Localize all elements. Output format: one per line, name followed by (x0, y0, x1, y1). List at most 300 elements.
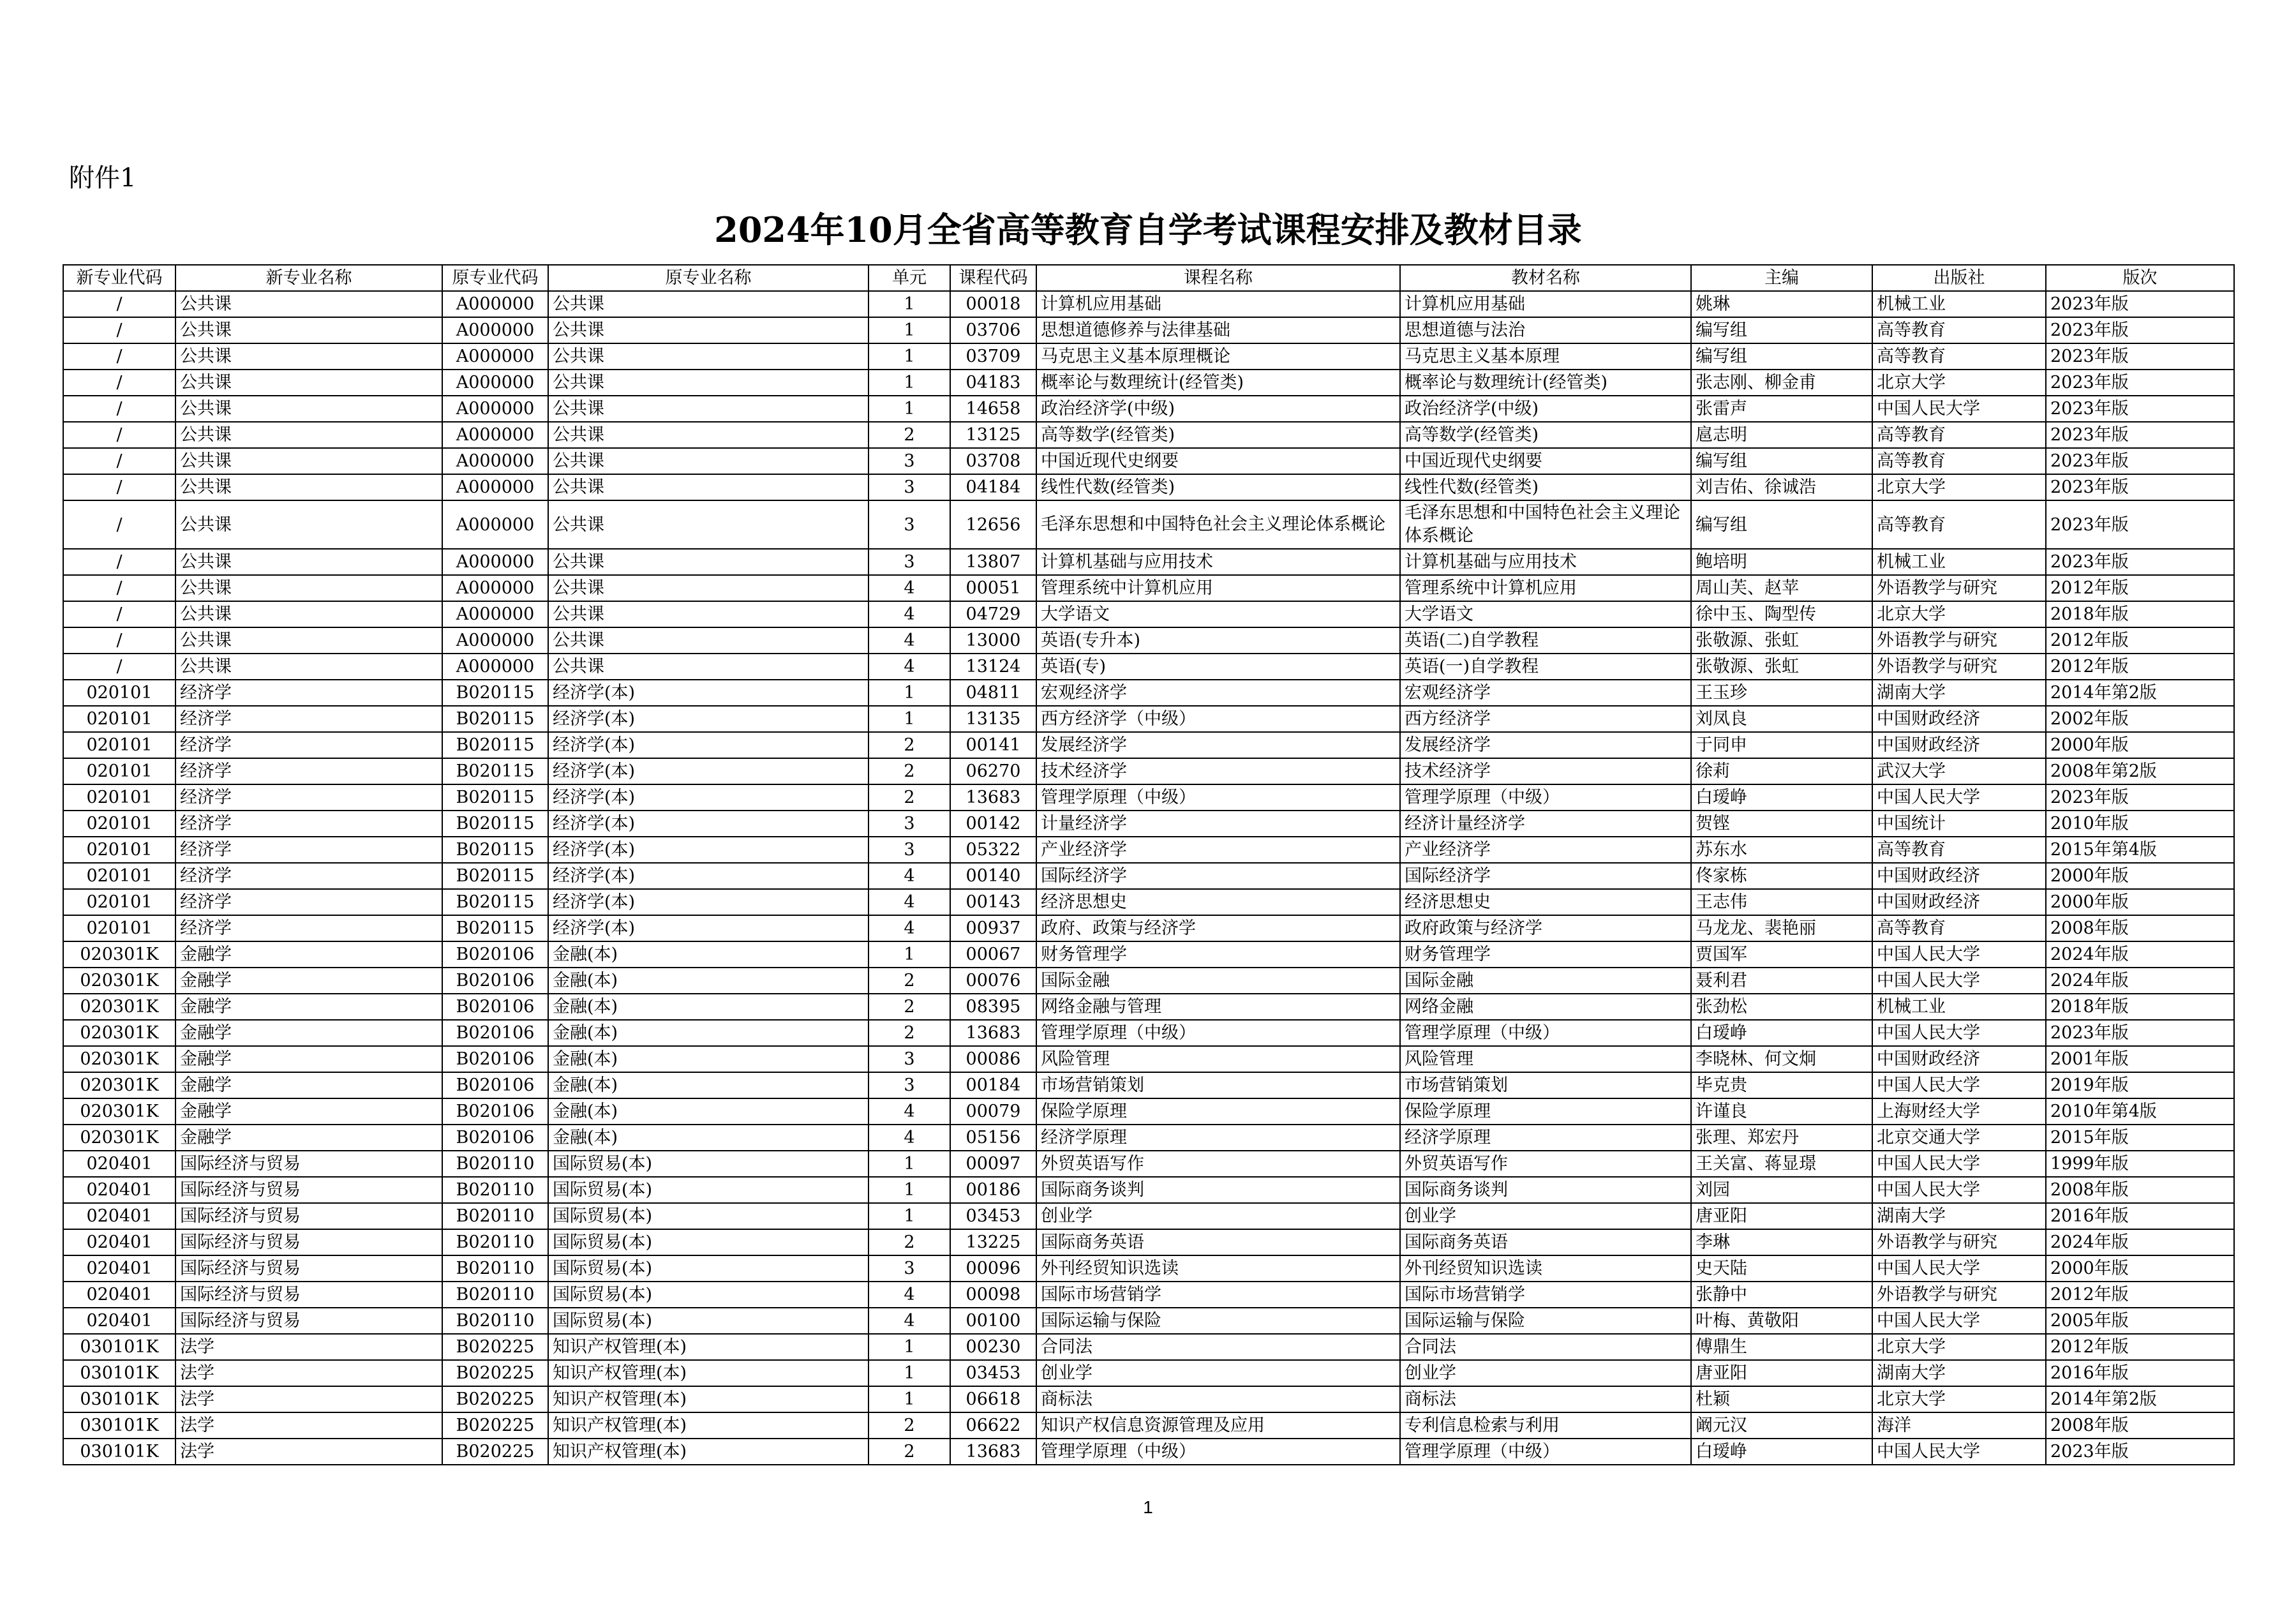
cell-unit: 4 (868, 601, 950, 627)
cell-editor: 许谨良 (1691, 1098, 1872, 1125)
cell-course-code: 04184 (950, 474, 1036, 500)
cell-old-major-code: B020115 (442, 680, 548, 706)
cell-edition: 2008年第2版 (2046, 758, 2234, 784)
cell-course-code: 04183 (950, 370, 1036, 396)
cell-editor: 姚琳 (1691, 291, 1872, 317)
cell-editor: 鲍培明 (1691, 549, 1872, 575)
cell-course-code: 00051 (950, 575, 1036, 601)
cell-new-major-code: / (63, 549, 175, 575)
cell-new-major-name: 公共课 (175, 343, 442, 370)
cell-course-code: 00141 (950, 732, 1036, 758)
cell-edition: 2023年版 (2046, 784, 2234, 811)
cell-publisher: 中国人民大学 (1872, 1308, 2046, 1334)
cell-unit: 4 (868, 1308, 950, 1334)
cell-editor: 史天陆 (1691, 1255, 1872, 1282)
cell-new-major-name: 金融学 (175, 1098, 442, 1125)
cell-unit: 3 (868, 549, 950, 575)
cell-new-major-name: 经济学 (175, 732, 442, 758)
cell-course-name: 创业学 (1036, 1360, 1400, 1386)
cell-new-major-name: 公共课 (175, 500, 442, 549)
cell-old-major-code: B020106 (442, 1098, 548, 1125)
cell-textbook-name: 管理系统中计算机应用 (1400, 575, 1691, 601)
table-row (63, 343, 2234, 370)
table-row (63, 1072, 2234, 1098)
cell-unit: 1 (868, 343, 950, 370)
cell-old-major-name: 知识产权管理(本) (548, 1412, 868, 1439)
cell-edition: 2024年版 (2046, 1229, 2234, 1255)
cell-editor: 白瑷峥 (1691, 1439, 1872, 1465)
cell-new-major-code: 020401 (63, 1151, 175, 1177)
cell-new-major-code: 020301K (63, 968, 175, 994)
cell-new-major-name: 公共课 (175, 627, 442, 654)
cell-publisher: 湖南大学 (1872, 680, 2046, 706)
cell-course-name: 管理学原理（中级） (1036, 1020, 1400, 1046)
cell-textbook-name: 线性代数(经管类) (1400, 474, 1691, 500)
table-row (63, 1229, 2234, 1255)
cell-new-major-code: / (63, 370, 175, 396)
cell-old-major-name: 国际贸易(本) (548, 1203, 868, 1229)
cell-unit: 3 (868, 474, 950, 500)
cell-publisher: 北京大学 (1872, 601, 2046, 627)
cell-textbook-name: 创业学 (1400, 1360, 1691, 1386)
cell-old-major-name: 公共课 (548, 474, 868, 500)
cell-old-major-name: 经济学(本) (548, 680, 868, 706)
cell-course-name: 思想道德修养与法律基础 (1036, 317, 1400, 343)
cell-publisher: 外语教学与研究 (1872, 1282, 2046, 1308)
header-old-major-code: 原专业代码 (442, 265, 548, 291)
cell-new-major-name: 金融学 (175, 968, 442, 994)
cell-publisher: 外语教学与研究 (1872, 654, 2046, 680)
cell-edition: 2012年版 (2046, 1282, 2234, 1308)
cell-unit: 4 (868, 915, 950, 941)
cell-unit: 1 (868, 1360, 950, 1386)
cell-new-major-code: / (63, 575, 175, 601)
cell-new-major-name: 法学 (175, 1360, 442, 1386)
cell-unit: 4 (868, 1125, 950, 1151)
cell-unit: 4 (868, 575, 950, 601)
header-new-major-code: 新专业代码 (63, 265, 175, 291)
cell-unit: 3 (868, 837, 950, 863)
cell-new-major-code: 020301K (63, 1020, 175, 1046)
cell-textbook-name: 管理学原理（中级） (1400, 784, 1691, 811)
cell-old-major-code: B020106 (442, 1020, 548, 1046)
cell-old-major-name: 公共课 (548, 343, 868, 370)
table-row (63, 837, 2234, 863)
table-row (63, 941, 2234, 968)
cell-course-name: 网络金融与管理 (1036, 994, 1400, 1020)
cell-publisher: 中国人民大学 (1872, 1177, 2046, 1203)
cell-new-major-name: 公共课 (175, 474, 442, 500)
cell-new-major-name: 经济学 (175, 915, 442, 941)
cell-textbook-name: 外贸英语写作 (1400, 1151, 1691, 1177)
cell-edition: 2000年版 (2046, 1255, 2234, 1282)
cell-new-major-code: 020101 (63, 863, 175, 889)
cell-course-name: 计算机基础与应用技术 (1036, 549, 1400, 575)
cell-unit: 2 (868, 758, 950, 784)
cell-old-major-code: A000000 (442, 422, 548, 448)
cell-new-major-name: 经济学 (175, 837, 442, 863)
cell-old-major-name: 国际贸易(本) (548, 1151, 868, 1177)
cell-course-code: 13683 (950, 1020, 1036, 1046)
cell-unit: 1 (868, 1177, 950, 1203)
cell-editor: 毕克贵 (1691, 1072, 1872, 1098)
cell-edition: 2014年第2版 (2046, 680, 2234, 706)
cell-new-major-name: 金融学 (175, 1072, 442, 1098)
cell-new-major-name: 公共课 (175, 370, 442, 396)
cell-new-major-name: 公共课 (175, 601, 442, 627)
cell-new-major-code: 020101 (63, 837, 175, 863)
table-row (63, 1386, 2234, 1412)
cell-course-code: 00142 (950, 811, 1036, 837)
cell-old-major-code: A000000 (442, 291, 548, 317)
cell-old-major-code: A000000 (442, 601, 548, 627)
cell-old-major-code: B020115 (442, 706, 548, 732)
cell-new-major-code: 030101K (63, 1412, 175, 1439)
cell-publisher: 北京交通大学 (1872, 1125, 2046, 1151)
cell-edition: 2023年版 (2046, 474, 2234, 500)
table-row (63, 1203, 2234, 1229)
cell-textbook-name: 财务管理学 (1400, 941, 1691, 968)
cell-editor: 张敬源、张虹 (1691, 654, 1872, 680)
cell-editor: 傅鼎生 (1691, 1334, 1872, 1360)
cell-new-major-name: 公共课 (175, 448, 442, 474)
cell-new-major-code: / (63, 474, 175, 500)
table-row (63, 1308, 2234, 1334)
cell-publisher: 外语教学与研究 (1872, 1229, 2046, 1255)
cell-unit: 3 (868, 500, 950, 549)
cell-new-major-name: 国际经济与贸易 (175, 1229, 442, 1255)
cell-course-name: 宏观经济学 (1036, 680, 1400, 706)
cell-course-name: 经济思想史 (1036, 889, 1400, 915)
cell-new-major-name: 国际经济与贸易 (175, 1203, 442, 1229)
cell-course-code: 00184 (950, 1072, 1036, 1098)
cell-old-major-code: B020110 (442, 1177, 548, 1203)
cell-course-code: 13124 (950, 654, 1036, 680)
table-row (63, 370, 2234, 396)
cell-textbook-name: 国际商务英语 (1400, 1229, 1691, 1255)
cell-old-major-name: 经济学(本) (548, 889, 868, 915)
cell-textbook-name: 英语(一)自学教程 (1400, 654, 1691, 680)
cell-old-major-name: 公共课 (548, 291, 868, 317)
table-row (63, 396, 2234, 422)
table-row (63, 758, 2234, 784)
cell-course-name: 马克思主义基本原理概论 (1036, 343, 1400, 370)
cell-textbook-name: 管理学原理（中级） (1400, 1439, 1691, 1465)
cell-editor: 编写组 (1691, 448, 1872, 474)
cell-publisher: 外语教学与研究 (1872, 627, 2046, 654)
cell-new-major-code: 020301K (63, 994, 175, 1020)
cell-course-code: 00140 (950, 863, 1036, 889)
cell-publisher: 中国财政经济 (1872, 863, 2046, 889)
cell-course-code: 03706 (950, 317, 1036, 343)
cell-editor: 苏东水 (1691, 837, 1872, 863)
cell-unit: 3 (868, 448, 950, 474)
cell-new-major-name: 金融学 (175, 1125, 442, 1151)
cell-course-name: 合同法 (1036, 1334, 1400, 1360)
cell-new-major-name: 经济学 (175, 863, 442, 889)
cell-unit: 4 (868, 1282, 950, 1308)
table-row (63, 680, 2234, 706)
cell-old-major-name: 经济学(本) (548, 811, 868, 837)
cell-old-major-code: B020110 (442, 1151, 548, 1177)
cell-publisher: 中国财政经济 (1872, 732, 2046, 758)
cell-new-major-code: 020101 (63, 811, 175, 837)
cell-editor: 叶梅、黄敬阳 (1691, 1308, 1872, 1334)
cell-new-major-name: 法学 (175, 1439, 442, 1465)
cell-edition: 2002年版 (2046, 706, 2234, 732)
cell-course-name: 发展经济学 (1036, 732, 1400, 758)
cell-course-name: 政府、政策与经济学 (1036, 915, 1400, 941)
cell-unit: 2 (868, 422, 950, 448)
table-row (63, 654, 2234, 680)
cell-course-code: 00186 (950, 1177, 1036, 1203)
cell-publisher: 北京大学 (1872, 370, 2046, 396)
cell-new-major-name: 经济学 (175, 889, 442, 915)
cell-unit: 2 (868, 968, 950, 994)
table-row (63, 474, 2234, 500)
cell-new-major-code: 020101 (63, 680, 175, 706)
cell-unit: 1 (868, 680, 950, 706)
cell-new-major-code: / (63, 291, 175, 317)
cell-course-code: 13125 (950, 422, 1036, 448)
cell-unit: 1 (868, 291, 950, 317)
cell-unit: 1 (868, 396, 950, 422)
cell-new-major-code: 030101K (63, 1386, 175, 1412)
cell-old-major-code: A000000 (442, 474, 548, 500)
cell-unit: 1 (868, 1334, 950, 1360)
cell-new-major-name: 金融学 (175, 1046, 442, 1072)
cell-course-name: 大学语文 (1036, 601, 1400, 627)
cell-course-name: 概率论与数理统计(经管类) (1036, 370, 1400, 396)
table-row (63, 1412, 2234, 1439)
cell-old-major-code: A000000 (442, 396, 548, 422)
cell-new-major-code: / (63, 317, 175, 343)
header-unit: 单元 (868, 265, 950, 291)
cell-textbook-name: 概率论与数理统计(经管类) (1400, 370, 1691, 396)
cell-unit: 2 (868, 994, 950, 1020)
cell-edition: 2018年版 (2046, 994, 2234, 1020)
table-row (63, 422, 2234, 448)
table-row (63, 1334, 2234, 1360)
cell-new-major-name: 国际经济与贸易 (175, 1177, 442, 1203)
cell-edition: 2015年第4版 (2046, 837, 2234, 863)
cell-editor: 阚元汉 (1691, 1412, 1872, 1439)
cell-publisher: 中国人民大学 (1872, 1020, 2046, 1046)
cell-editor: 佟家栋 (1691, 863, 1872, 889)
cell-old-major-name: 公共课 (548, 500, 868, 549)
cell-new-major-name: 公共课 (175, 575, 442, 601)
cell-old-major-name: 知识产权管理(本) (548, 1386, 868, 1412)
cell-editor: 刘吉佑、徐诚浩 (1691, 474, 1872, 500)
cell-course-name: 经济学原理 (1036, 1125, 1400, 1151)
header-old-major-name: 原专业名称 (548, 265, 868, 291)
cell-edition: 2023年版 (2046, 1020, 2234, 1046)
cell-old-major-name: 公共课 (548, 370, 868, 396)
cell-new-major-name: 公共课 (175, 317, 442, 343)
cell-new-major-code: 020301K (63, 1098, 175, 1125)
table-row (63, 811, 2234, 837)
cell-old-major-name: 知识产权管理(本) (548, 1360, 868, 1386)
table-row (63, 706, 2234, 732)
cell-edition: 2023年版 (2046, 291, 2234, 317)
cell-course-code: 13000 (950, 627, 1036, 654)
cell-course-code: 03709 (950, 343, 1036, 370)
table-header-row (63, 265, 2234, 291)
cell-unit: 1 (868, 1203, 950, 1229)
cell-old-major-code: B020115 (442, 837, 548, 863)
cell-old-major-code: B020225 (442, 1412, 548, 1439)
cell-publisher: 中国财政经济 (1872, 889, 2046, 915)
cell-textbook-name: 思想道德与法治 (1400, 317, 1691, 343)
cell-textbook-name: 创业学 (1400, 1203, 1691, 1229)
cell-old-major-code: B020115 (442, 915, 548, 941)
cell-unit: 4 (868, 863, 950, 889)
cell-new-major-name: 公共课 (175, 654, 442, 680)
cell-course-code: 08395 (950, 994, 1036, 1020)
cell-editor: 贺铿 (1691, 811, 1872, 837)
cell-unit: 2 (868, 1020, 950, 1046)
cell-new-major-code: 020401 (63, 1229, 175, 1255)
cell-course-code: 00097 (950, 1151, 1036, 1177)
cell-course-name: 管理学原理（中级） (1036, 1439, 1400, 1465)
cell-old-major-name: 公共课 (548, 396, 868, 422)
cell-new-major-name: 公共课 (175, 396, 442, 422)
cell-editor: 唐亚阳 (1691, 1360, 1872, 1386)
cell-textbook-name: 中国近现代史纲要 (1400, 448, 1691, 474)
cell-editor: 编写组 (1691, 343, 1872, 370)
cell-unit: 1 (868, 706, 950, 732)
cell-old-major-code: A000000 (442, 343, 548, 370)
cell-edition: 2023年版 (2046, 317, 2234, 343)
cell-editor: 李琳 (1691, 1229, 1872, 1255)
cell-old-major-name: 金融(本) (548, 968, 868, 994)
cell-unit: 4 (868, 654, 950, 680)
cell-old-major-code: B020106 (442, 968, 548, 994)
cell-course-code: 00230 (950, 1334, 1036, 1360)
cell-unit: 3 (868, 811, 950, 837)
cell-course-name: 计算机应用基础 (1036, 291, 1400, 317)
cell-old-major-name: 公共课 (548, 601, 868, 627)
cell-course-name: 国际金融 (1036, 968, 1400, 994)
cell-course-code: 03453 (950, 1203, 1036, 1229)
table-row (63, 1177, 2234, 1203)
cell-publisher: 外语教学与研究 (1872, 575, 2046, 601)
cell-course-name: 国际运输与保险 (1036, 1308, 1400, 1334)
cell-editor: 编写组 (1691, 500, 1872, 549)
cell-new-major-code: 020401 (63, 1203, 175, 1229)
cell-course-name: 外贸英语写作 (1036, 1151, 1400, 1177)
cell-editor: 徐莉 (1691, 758, 1872, 784)
cell-course-name: 商标法 (1036, 1386, 1400, 1412)
cell-course-code: 06270 (950, 758, 1036, 784)
cell-course-code: 00098 (950, 1282, 1036, 1308)
cell-new-major-name: 经济学 (175, 706, 442, 732)
cell-edition: 1999年版 (2046, 1151, 2234, 1177)
cell-new-major-code: 020101 (63, 732, 175, 758)
cell-old-major-code: B020110 (442, 1203, 548, 1229)
cell-new-major-name: 国际经济与贸易 (175, 1282, 442, 1308)
cell-publisher: 中国财政经济 (1872, 706, 2046, 732)
cell-old-major-name: 金融(本) (548, 1046, 868, 1072)
cell-course-name: 管理系统中计算机应用 (1036, 575, 1400, 601)
cell-course-name: 英语(专升本) (1036, 627, 1400, 654)
header-new-major-name: 新专业名称 (175, 265, 442, 291)
cell-new-major-name: 经济学 (175, 680, 442, 706)
cell-new-major-name: 公共课 (175, 549, 442, 575)
cell-edition: 2008年版 (2046, 1177, 2234, 1203)
cell-edition: 2019年版 (2046, 1072, 2234, 1098)
cell-textbook-name: 经济学原理 (1400, 1125, 1691, 1151)
cell-new-major-code: 020401 (63, 1282, 175, 1308)
header-course-name: 课程名称 (1036, 265, 1400, 291)
cell-edition: 2024年版 (2046, 968, 2234, 994)
cell-textbook-name: 国际运输与保险 (1400, 1308, 1691, 1334)
cell-old-major-code: A000000 (442, 500, 548, 549)
cell-course-name: 线性代数(经管类) (1036, 474, 1400, 500)
cell-textbook-name: 西方经济学 (1400, 706, 1691, 732)
cell-new-major-code: / (63, 396, 175, 422)
cell-new-major-code: 030101K (63, 1360, 175, 1386)
cell-publisher: 高等教育 (1872, 915, 2046, 941)
cell-unit: 2 (868, 1439, 950, 1465)
cell-publisher: 湖南大学 (1872, 1360, 2046, 1386)
cell-old-major-code: A000000 (442, 370, 548, 396)
table-row (63, 601, 2234, 627)
document-title: 2024年10月全省高等教育自学考试课程安排及教材目录 (714, 209, 1582, 250)
header-course-code: 课程代码 (950, 265, 1036, 291)
cell-unit: 2 (868, 732, 950, 758)
cell-textbook-name: 政府政策与经济学 (1400, 915, 1691, 941)
cell-course-code: 00079 (950, 1098, 1036, 1125)
table-row (63, 994, 2234, 1020)
cell-textbook-name: 技术经济学 (1400, 758, 1691, 784)
table-row (63, 291, 2234, 317)
cell-course-name: 英语(专) (1036, 654, 1400, 680)
cell-editor: 张雷声 (1691, 396, 1872, 422)
cell-course-code: 13225 (950, 1229, 1036, 1255)
cell-textbook-name: 外刊经贸知识选读 (1400, 1255, 1691, 1282)
cell-old-major-code: B020115 (442, 863, 548, 889)
cell-new-major-name: 金融学 (175, 941, 442, 968)
cell-old-major-name: 国际贸易(本) (548, 1308, 868, 1334)
cell-course-name: 风险管理 (1036, 1046, 1400, 1072)
cell-publisher: 中国人民大学 (1872, 784, 2046, 811)
cell-new-major-name: 经济学 (175, 758, 442, 784)
cell-new-major-code: 020301K (63, 941, 175, 968)
cell-old-major-name: 经济学(本) (548, 758, 868, 784)
cell-course-name: 技术经济学 (1036, 758, 1400, 784)
cell-course-name: 国际商务英语 (1036, 1229, 1400, 1255)
cell-course-code: 00067 (950, 941, 1036, 968)
cell-old-major-name: 公共课 (548, 422, 868, 448)
cell-textbook-name: 大学语文 (1400, 601, 1691, 627)
cell-textbook-name: 毛泽东思想和中国特色社会主义理论体系概论 (1400, 500, 1691, 549)
cell-old-major-name: 经济学(本) (548, 784, 868, 811)
cell-unit: 1 (868, 941, 950, 968)
cell-textbook-name: 宏观经济学 (1400, 680, 1691, 706)
cell-course-code: 00018 (950, 291, 1036, 317)
cell-textbook-name: 发展经济学 (1400, 732, 1691, 758)
cell-edition: 2000年版 (2046, 863, 2234, 889)
cell-editor: 聂利君 (1691, 968, 1872, 994)
cell-publisher: 武汉大学 (1872, 758, 2046, 784)
cell-editor: 贾国军 (1691, 941, 1872, 968)
cell-textbook-name: 英语(二)自学教程 (1400, 627, 1691, 654)
cell-course-name: 高等数学(经管类) (1036, 422, 1400, 448)
cell-edition: 2023年版 (2046, 422, 2234, 448)
cell-old-major-code: B020225 (442, 1439, 548, 1465)
table-row (63, 1439, 2234, 1465)
